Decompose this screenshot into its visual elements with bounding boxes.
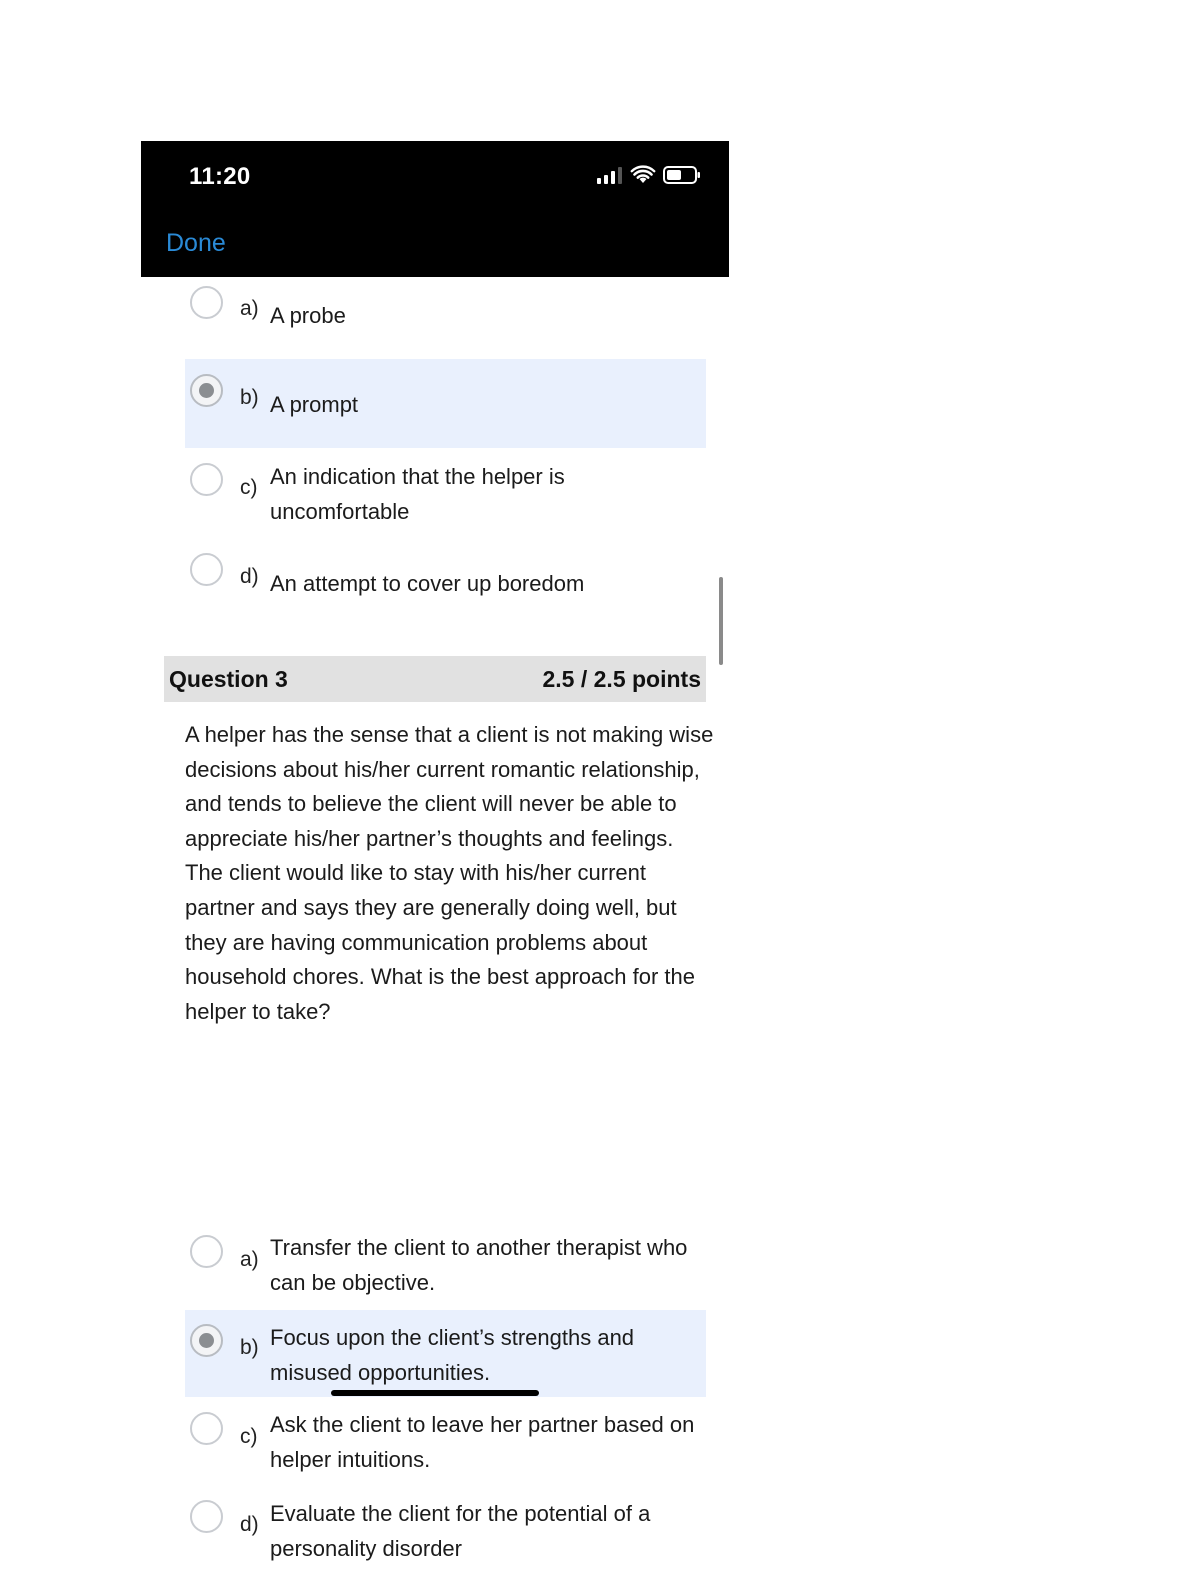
q2-option-c[interactable] — [185, 449, 706, 539]
scrollbar[interactable] — [719, 577, 723, 665]
option-letter: d) — [240, 1513, 259, 1536]
done-button[interactable]: Done — [166, 229, 226, 257]
q3-option-b[interactable] — [185, 1310, 706, 1397]
phone-screen — [141, 141, 729, 1561]
top-bar — [141, 141, 729, 277]
status-icons — [597, 165, 701, 185]
radio-button[interactable] — [190, 1412, 223, 1445]
option-text: Focus upon the client’s strengths and misused opportunities. — [270, 1325, 635, 1385]
radio-button[interactable] — [190, 286, 223, 319]
option-text: An indication that the helper is uncomfortable — [270, 464, 565, 524]
option-text: A probe — [270, 303, 346, 328]
battery-icon — [663, 165, 701, 185]
question-text: A helper has the sense that a client is not making wise decisions about his/her current romantic relationship, and tends to believe the client will never be able to appreciate his/her partner’s thoughts and feelings. The client would like to stay with his/her current partner and says they are generally doing well, but they are having communication problems about household chores. What is the best approach for the helper to take? — [185, 722, 714, 1024]
option-text: Ask the client to leave her partner based on helper intuitions. — [270, 1412, 695, 1472]
q2-option-a[interactable] — [185, 277, 706, 357]
q3-option-c[interactable] — [185, 1398, 706, 1486]
option-text: Evaluate the client for the potential of a personality disorder — [270, 1501, 651, 1561]
quiz-content[interactable] — [141, 277, 729, 1561]
question-points: 2.5 / 2.5 points — [542, 666, 701, 692]
option-letter: b) — [240, 386, 259, 409]
option-letter: d) — [240, 565, 259, 588]
option-text: A prompt — [270, 392, 359, 417]
question-header — [164, 656, 706, 702]
option-letter: a) — [240, 297, 259, 320]
option-letter: a) — [240, 1248, 259, 1271]
radio-button-selected[interactable] — [190, 1324, 223, 1357]
question-title: Question 3 — [169, 666, 288, 692]
q2-option-d[interactable] — [185, 539, 706, 629]
radio-button[interactable] — [190, 553, 223, 586]
home-indicator[interactable] — [331, 1390, 539, 1396]
cellular-signal-icon — [597, 166, 623, 184]
option-text: Transfer the client to another therapist who can be objective. — [270, 1235, 688, 1295]
radio-button-selected[interactable] — [190, 374, 223, 407]
status-time: 11:20 — [189, 163, 251, 190]
option-letter: b) — [240, 1336, 259, 1359]
radio-button[interactable] — [190, 1235, 223, 1268]
radio-button[interactable] — [190, 1500, 223, 1533]
q3-option-a[interactable] — [185, 1227, 706, 1307]
q3-option-d[interactable] — [185, 1487, 706, 1575]
radio-button[interactable] — [190, 463, 223, 496]
wifi-icon — [631, 166, 655, 184]
option-text: An attempt to cover up boredom — [270, 571, 585, 596]
option-letter: c) — [240, 476, 258, 499]
option-letter: c) — [240, 1425, 258, 1448]
q2-option-b[interactable] — [185, 359, 706, 448]
